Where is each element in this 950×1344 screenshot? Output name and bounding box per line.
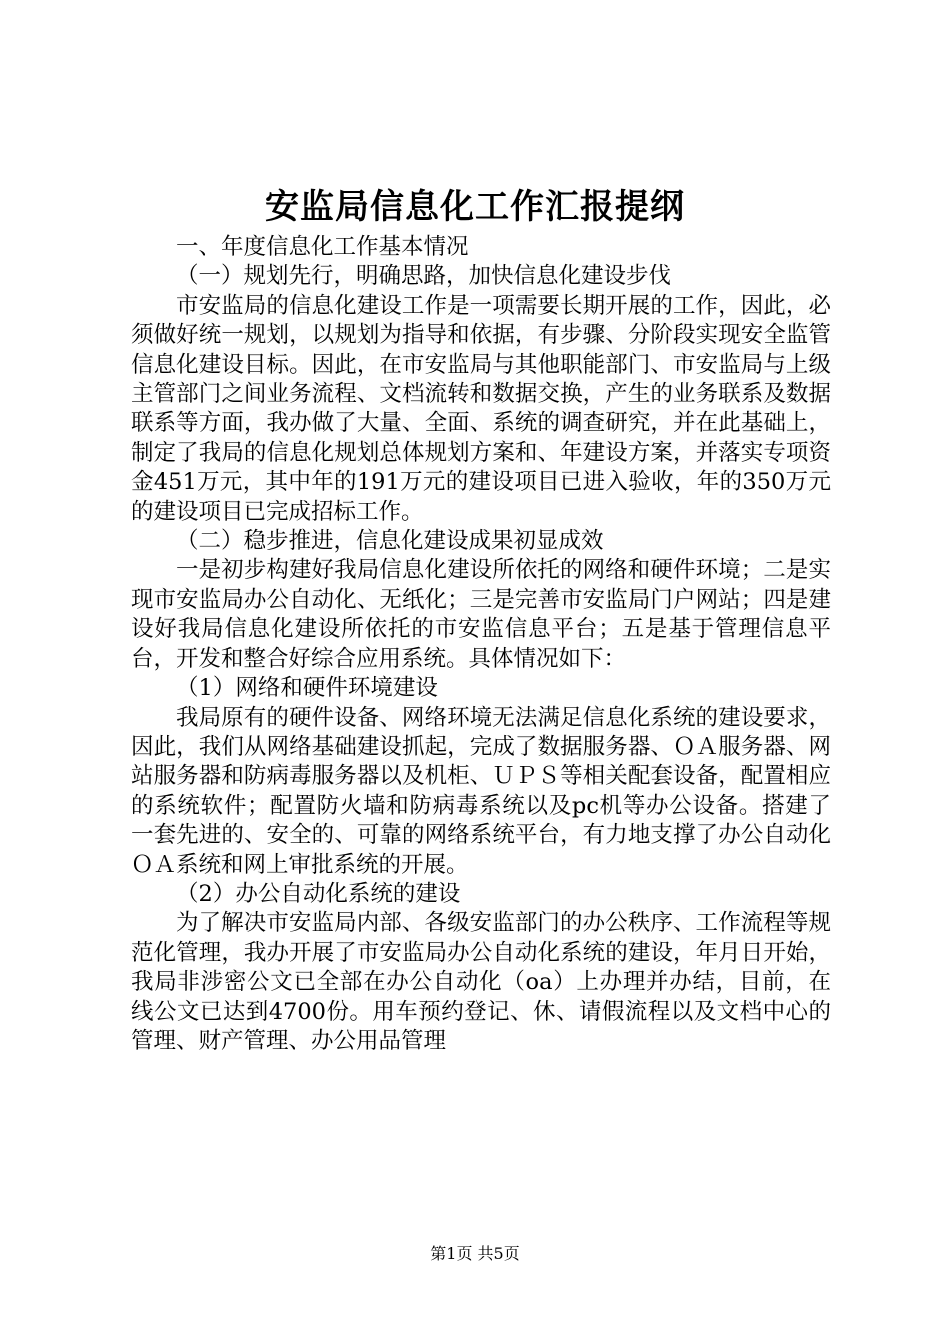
paragraph-planning: 市安监局的信息化建设工作是一项需要长期开展的工作，因此，必须做好统一规划，以规划为指导和依据，有步骤、分阶段实现安全监管信息化建设目标。因此，在市安监局与其他职能部门、市安监局与上级主管部门之间业务流程、文档流转和数据交换，产生的业务联系及数据联系等方面，我办做了大量、全面、系统的调查研究，并在此基础上，制定了我局的信息化规划总体规划方案和、年建设方案，并落实专项资金451万元，其中年的191万元的建设项目已进入验收，年的350万元的建设项目已完成招标工作。 [131,292,831,525]
paragraph-network: 我局原有的硬件设备、网络环境无法满足信息化系统的建设要求，因此，我们从网络基础建设抓起，完成了数据服务器、ＯＡ服务器、网站服务器和防病毒服务器以及机柜、ＵＰＳ等相关配套设备，配置相应的系统软件；配置防火墙和防病毒系统以及pc机等办公设备。搭建了一套先进的、安全的、可靠的网络系统平台，有力地支撑了办公自动化ＯＡ系统和网上审批系统的开展。 [131,704,831,878]
paragraph-achievements: 一是初步构建好我局信息化建设所依托的网络和硬件环境；二是实现市安监局办公自动化、无纸化；三是完善市安监局门户网站；四是建设好我局信息化建设所依托的市安监信息平台；五是基于管理信息平台，开发和整合好综合应用系统。具体情况如下： [131,557,831,672]
document-body [131,233,831,1056]
subsection-heading-1: （一）规划先行，明确思路，加快信息化建设步伐 [176,263,672,290]
subsection-heading-2: （二）稳步推进，信息化建设成果初显成效 [176,528,604,555]
document-title: 安监局信息化工作汇报提纲 [265,187,685,227]
item-heading-oa: （2）办公自动化系统的建设 [176,880,461,907]
section-heading-1: 一、年度信息化工作基本情况 [176,234,469,260]
item-heading-network: （1）网络和硬件环境建设 [176,675,438,702]
page-footer: 第1页 共5页 [430,1244,520,1263]
paragraph-oa: 为了解决市安监局内部、各级安监部门的办公秩序、工作流程等规范化管理，我办开展了市安监局办公自动化系统的建设，年月日开始，我局非涉密公文已全部在办公自动化（oa）上办理并办结，目前，在线公文已达到4700份。用车预约登记、休、请假流程以及文档中心的管理、财产管理、办公用品管理 [131,910,831,1054]
